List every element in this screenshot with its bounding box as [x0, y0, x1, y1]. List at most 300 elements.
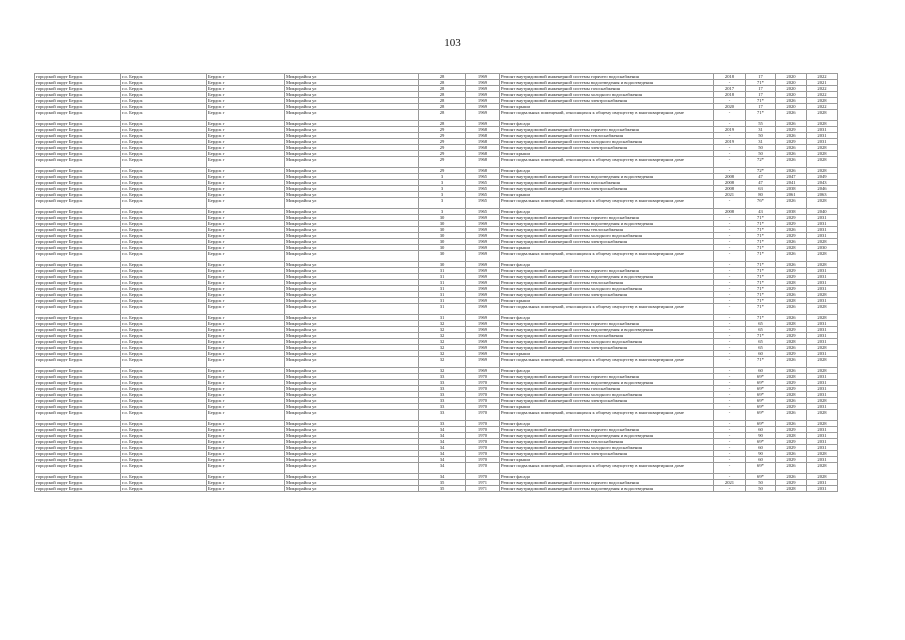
street-cell: Микрорайон ул	[285, 186, 419, 192]
municipality-cell: городской округ Бердск	[35, 168, 121, 174]
locality-cell: Бердск г	[207, 180, 285, 186]
wear-percent-cell: 60	[746, 427, 776, 433]
end-year-cell: 2021	[807, 80, 838, 86]
start-year-cell: 2026	[776, 368, 807, 374]
end-year-cell: 2028	[807, 98, 838, 104]
build-year-cell: 1969	[466, 86, 500, 92]
municipality-cell: городской округ Бердск	[35, 374, 121, 380]
build-year-cell: 1970	[466, 463, 500, 474]
repair-type-cell: Ремонт крыши	[500, 351, 714, 357]
end-year-cell: 2031	[807, 280, 838, 286]
end-year-cell: 2028	[807, 121, 838, 127]
last-repair-year-cell: -	[714, 145, 746, 151]
repair-type-cell: Ремонт внутридомовой инженерной системы горячего водоснабжения	[500, 374, 714, 380]
build-year-cell: 1965	[466, 186, 500, 192]
wear-percent-cell: 69*	[746, 463, 776, 474]
settlement-cell: г.о. Бердск	[121, 251, 207, 262]
locality-cell: Бердск г	[207, 262, 285, 268]
settlement-cell: г.о. Бердск	[121, 86, 207, 92]
end-year-cell: 2031	[807, 139, 838, 145]
street-cell: Микрорайон ул	[285, 245, 419, 251]
build-year-cell: 1969	[466, 245, 500, 251]
start-year-cell: 2029	[776, 427, 807, 433]
municipality-cell: городской округ Бердск	[35, 186, 121, 192]
settlement-cell: г.о. Бердск	[121, 433, 207, 439]
start-year-cell: 2029	[776, 221, 807, 227]
settlement-cell: г.о. Бердск	[121, 286, 207, 292]
table-row	[35, 463, 838, 474]
start-year-cell: 2020	[776, 86, 807, 92]
last-repair-year-cell: 2020	[714, 104, 746, 110]
locality-cell: Бердск г	[207, 139, 285, 145]
settlement-cell: г.о. Бердск	[121, 98, 207, 104]
start-year-cell: 2038	[776, 209, 807, 215]
settlement-cell: г.о. Бердск	[121, 274, 207, 280]
repair-type-cell: Ремонт внутридомовой инженерной системы водоотведения и водоотведения	[500, 221, 714, 227]
start-year-cell: 2028	[776, 298, 807, 304]
settlement-cell: г.о. Бердск	[121, 486, 207, 492]
street-cell: Микрорайон ул	[285, 427, 419, 433]
build-year-cell: 1969	[466, 368, 500, 374]
start-year-cell: 2029	[776, 139, 807, 145]
last-repair-year-cell: -	[714, 121, 746, 127]
build-year-cell: 1969	[466, 345, 500, 351]
wear-percent-cell: 31	[746, 127, 776, 133]
settlement-cell: г.о. Бердск	[121, 421, 207, 427]
settlement-cell: г.о. Бердск	[121, 392, 207, 398]
locality-cell: Бердск г	[207, 174, 285, 180]
settlement-cell: г.о. Бердск	[121, 380, 207, 386]
locality-cell: Бердск г	[207, 104, 285, 110]
municipality-cell: городской округ Бердск	[35, 351, 121, 357]
municipality-cell: городской округ Бердск	[35, 368, 121, 374]
wear-percent-cell: 69*	[746, 380, 776, 386]
wear-percent-cell: 71*	[746, 227, 776, 233]
repair-type-cell: Ремонт фасада	[500, 368, 714, 374]
locality-cell: Бердск г	[207, 209, 285, 215]
street-cell: Микрорайон ул	[285, 274, 419, 280]
wear-percent-cell: 31	[746, 139, 776, 145]
last-repair-year-cell: -	[714, 304, 746, 315]
municipality-cell: городской округ Бердск	[35, 327, 121, 333]
municipality-cell: городской округ Бердск	[35, 410, 121, 421]
wear-percent-cell: 80	[746, 192, 776, 198]
settlement-cell: г.о. Бердск	[121, 92, 207, 98]
house-number-cell: 28	[419, 98, 466, 104]
municipality-cell: городской округ Бердск	[35, 357, 121, 368]
repair-type-cell: Ремонт фасада	[500, 262, 714, 268]
municipality-cell: городской округ Бердск	[35, 463, 121, 474]
house-number-cell: 34	[419, 439, 466, 445]
street-cell: Микрорайон ул	[285, 157, 419, 168]
repair-type-cell: Ремонт подвальных помещений, относящихся к общему имуществу в многоквартирном доме	[500, 251, 714, 262]
settlement-cell: г.о. Бердск	[121, 198, 207, 209]
locality-cell: Бердск г	[207, 280, 285, 286]
repair-type-cell: Ремонт фасада	[500, 209, 714, 215]
build-year-cell: 1968	[466, 151, 500, 157]
repair-type-cell: Ремонт крыши	[500, 298, 714, 304]
municipality-cell: городской округ Бердск	[35, 174, 121, 180]
last-repair-year-cell: 2018	[714, 92, 746, 98]
end-year-cell: 2031	[807, 233, 838, 239]
wear-percent-cell: 71*	[746, 251, 776, 262]
municipality-cell: городской округ Бердск	[35, 421, 121, 427]
repair-type-cell: Ремонт внутридомовой инженерной системы холодного водоснабжения	[500, 445, 714, 451]
wear-percent-cell: 65	[746, 327, 776, 333]
settlement-cell: г.о. Бердск	[121, 186, 207, 192]
locality-cell: Бердск г	[207, 80, 285, 86]
end-year-cell: 2031	[807, 321, 838, 327]
start-year-cell: 2028	[776, 433, 807, 439]
municipality-cell: городской округ Бердск	[35, 80, 121, 86]
house-number-cell: 3	[419, 174, 466, 180]
wear-percent-cell: 60	[746, 445, 776, 451]
build-year-cell: 1969	[466, 227, 500, 233]
end-year-cell: 2031	[807, 286, 838, 292]
wear-percent-cell: 60	[746, 457, 776, 463]
street-cell: Микрорайон ул	[285, 262, 419, 268]
last-repair-year-cell: -	[714, 357, 746, 368]
street-cell: Микрорайон ул	[285, 280, 419, 286]
settlement-cell: г.о. Бердск	[121, 398, 207, 404]
repair-type-cell: Ремонт фасада	[500, 168, 714, 174]
settlement-cell: г.о. Бердск	[121, 151, 207, 157]
house-number-cell: 28	[419, 80, 466, 86]
end-year-cell: 2028	[807, 145, 838, 151]
settlement-cell: г.о. Бердск	[121, 209, 207, 215]
municipality-cell: городской округ Бердск	[35, 245, 121, 251]
street-cell: Микрорайон ул	[285, 192, 419, 198]
municipality-cell: городской округ Бердск	[35, 474, 121, 480]
last-repair-year-cell: 2021	[714, 480, 746, 486]
last-repair-year-cell: -	[714, 274, 746, 280]
house-number-cell: 30	[419, 239, 466, 245]
house-number-cell: 34	[419, 457, 466, 463]
repair-type-cell: Ремонт крыши	[500, 457, 714, 463]
settlement-cell: г.о. Бердск	[121, 104, 207, 110]
locality-cell: Бердск г	[207, 321, 285, 327]
locality-cell: Бердск г	[207, 133, 285, 139]
street-cell: Микрорайон ул	[285, 457, 419, 463]
repair-type-cell: Ремонт внутридомовой инженерной системы водоотведения и водоотведения	[500, 174, 714, 180]
wear-percent-cell: 69*	[746, 374, 776, 380]
house-number-cell: 33	[419, 380, 466, 386]
table-row	[35, 198, 838, 209]
table-row	[35, 110, 838, 121]
settlement-cell: г.о. Бердск	[121, 262, 207, 268]
last-repair-year-cell: -	[714, 457, 746, 463]
street-cell: Микрорайон ул	[285, 98, 419, 104]
repair-type-cell: Ремонт внутридомовой инженерной системы водоотведения и водоотведения	[500, 327, 714, 333]
locality-cell: Бердск г	[207, 233, 285, 239]
start-year-cell: 2026	[776, 292, 807, 298]
municipality-cell: городской округ Бердск	[35, 274, 121, 280]
wear-percent-cell: 69*	[746, 474, 776, 480]
municipality-cell: городской округ Бердск	[35, 339, 121, 345]
build-year-cell: 1970	[466, 451, 500, 457]
house-number-cell: 28	[419, 104, 466, 110]
end-year-cell: 2022	[807, 92, 838, 98]
wear-percent-cell: 71*	[746, 98, 776, 104]
settlement-cell: г.о. Бердск	[121, 121, 207, 127]
repair-type-cell: Ремонт внутридомовой инженерной системы газоснабжения	[500, 386, 714, 392]
settlement-cell: г.о. Бердск	[121, 439, 207, 445]
house-number-cell: 32	[419, 321, 466, 327]
start-year-cell: 2026	[776, 463, 807, 474]
wear-percent-cell: 71*	[746, 304, 776, 315]
wear-percent-cell: 71*	[746, 286, 776, 292]
last-repair-year-cell: -	[714, 380, 746, 386]
build-year-cell: 1968	[466, 139, 500, 145]
settlement-cell: г.о. Бердск	[121, 74, 207, 80]
house-number-cell: 35	[419, 486, 466, 492]
start-year-cell: 2029	[776, 127, 807, 133]
last-repair-year-cell: -	[714, 351, 746, 357]
last-repair-year-cell: -	[714, 345, 746, 351]
street-cell: Микрорайон ул	[285, 174, 419, 180]
end-year-cell: 2031	[807, 221, 838, 227]
street-cell: Микрорайон ул	[285, 480, 419, 486]
municipality-cell: городской округ Бердск	[35, 145, 121, 151]
repair-type-cell: Ремонт внутридомовой инженерной системы теплоснабжения	[500, 133, 714, 139]
end-year-cell: 2028	[807, 292, 838, 298]
build-year-cell: 1969	[466, 215, 500, 221]
repair-type-cell: Ремонт внутридомовой инженерной системы горячего водоснабжения	[500, 215, 714, 221]
repair-type-cell: Ремонт внутридомовой инженерной системы горячего водоснабжения	[500, 321, 714, 327]
end-year-cell: 2028	[807, 451, 838, 457]
start-year-cell: 2029	[776, 233, 807, 239]
municipality-cell: городской округ Бердск	[35, 233, 121, 239]
table-row	[35, 357, 838, 368]
settlement-cell: г.о. Бердск	[121, 368, 207, 374]
build-year-cell: 1970	[466, 392, 500, 398]
build-year-cell: 1970	[466, 427, 500, 433]
locality-cell: Бердск г	[207, 127, 285, 133]
start-year-cell: 2026	[776, 157, 807, 168]
municipality-cell: городской округ Бердск	[35, 298, 121, 304]
street-cell: Микрорайон ул	[285, 74, 419, 80]
municipality-cell: городской округ Бердск	[35, 227, 121, 233]
municipality-cell: городской округ Бердск	[35, 192, 121, 198]
last-repair-year-cell: -	[714, 451, 746, 457]
start-year-cell: 2026	[776, 345, 807, 351]
house-number-cell: 35	[419, 480, 466, 486]
build-year-cell: 1970	[466, 380, 500, 386]
end-year-cell: 2030	[807, 245, 838, 251]
municipality-cell: городской округ Бердск	[35, 398, 121, 404]
house-number-cell: 28	[419, 74, 466, 80]
wear-percent-cell: 55	[746, 121, 776, 127]
repair-type-cell: Ремонт фасада	[500, 421, 714, 427]
start-year-cell: 2026	[776, 474, 807, 480]
last-repair-year-cell: -	[714, 298, 746, 304]
end-year-cell: 2028	[807, 410, 838, 421]
end-year-cell: 2031	[807, 457, 838, 463]
start-year-cell: 2028	[776, 321, 807, 327]
build-year-cell: 1970	[466, 398, 500, 404]
start-year-cell: 2020	[776, 92, 807, 98]
locality-cell: Бердск г	[207, 292, 285, 298]
street-cell: Микрорайон ул	[285, 474, 419, 480]
start-year-cell: 2029	[776, 286, 807, 292]
end-year-cell: 2031	[807, 380, 838, 386]
municipality-cell: городской округ Бердск	[35, 286, 121, 292]
settlement-cell: г.о. Бердск	[121, 227, 207, 233]
start-year-cell: 2026	[776, 133, 807, 139]
end-year-cell: 2046	[807, 186, 838, 192]
settlement-cell: г.о. Бердск	[121, 457, 207, 463]
repair-type-cell: Ремонт крыши	[500, 151, 714, 157]
wear-percent-cell: 71*	[746, 221, 776, 227]
repair-type-cell: Ремонт внутридомовой инженерной системы холодного водоснабжения	[500, 286, 714, 292]
last-repair-year-cell: -	[714, 245, 746, 251]
settlement-cell: г.о. Бердск	[121, 410, 207, 421]
settlement-cell: г.о. Бердск	[121, 404, 207, 410]
start-year-cell: 2029	[776, 380, 807, 386]
build-year-cell: 1965	[466, 198, 500, 209]
locality-cell: Бердск г	[207, 398, 285, 404]
street-cell: Микрорайон ул	[285, 251, 419, 262]
last-repair-year-cell: -	[714, 98, 746, 104]
start-year-cell: 2026	[776, 410, 807, 421]
house-number-cell: 34	[419, 445, 466, 451]
repair-type-cell: Ремонт внутридомовой инженерной системы горячего водоснабжения	[500, 480, 714, 486]
repair-type-cell: Ремонт внутридомовой инженерной системы теплоснабжения	[500, 439, 714, 445]
last-repair-year-cell: -	[714, 410, 746, 421]
street-cell: Микрорайон ул	[285, 351, 419, 357]
municipality-cell: городской округ Бердск	[35, 304, 121, 315]
last-repair-year-cell: -	[714, 221, 746, 227]
last-repair-year-cell: 2008	[714, 180, 746, 186]
last-repair-year-cell: -	[714, 198, 746, 209]
locality-cell: Бердск г	[207, 298, 285, 304]
build-year-cell: 1965	[466, 192, 500, 198]
locality-cell: Бердск г	[207, 304, 285, 315]
municipality-cell: городской округ Бердск	[35, 74, 121, 80]
last-repair-year-cell: -	[714, 227, 746, 233]
wear-percent-cell: 71*	[746, 245, 776, 251]
municipality-cell: городской округ Бердск	[35, 92, 121, 98]
wear-percent-cell: 50	[746, 480, 776, 486]
repair-type-cell: Ремонт внутридомовой инженерной системы электроснабжения	[500, 98, 714, 104]
end-year-cell: 2031	[807, 480, 838, 486]
repair-type-cell: Ремонт внутридомовой инженерной системы газоснабжения	[500, 86, 714, 92]
house-number-cell: 3	[419, 192, 466, 198]
house-number-cell: 31	[419, 315, 466, 321]
build-year-cell: 1969	[466, 292, 500, 298]
start-year-cell: 2029	[776, 268, 807, 274]
repair-type-cell: Ремонт подвальных помещений, относящихся к общему имуществу в многоквартирном доме	[500, 304, 714, 315]
street-cell: Микрорайон ул	[285, 121, 419, 127]
repair-type-cell: Ремонт внутридомовой инженерной системы теплоснабжения	[500, 227, 714, 233]
street-cell: Микрорайон ул	[285, 151, 419, 157]
street-cell: Микрорайон ул	[285, 227, 419, 233]
table-row	[35, 251, 838, 262]
last-repair-year-cell: 2008	[714, 186, 746, 192]
settlement-cell: г.о. Бердск	[121, 221, 207, 227]
municipality-cell: городской округ Бердск	[35, 345, 121, 351]
start-year-cell: 2026	[776, 304, 807, 315]
municipality-cell: городской округ Бердск	[35, 139, 121, 145]
locality-cell: Бердск г	[207, 374, 285, 380]
repair-type-cell: Ремонт подвальных помещений, относящихся к общему имуществу в многоквартирном доме	[500, 157, 714, 168]
municipality-cell: городской округ Бердск	[35, 451, 121, 457]
settlement-cell: г.о. Бердск	[121, 474, 207, 480]
locality-cell: Бердск г	[207, 445, 285, 451]
build-year-cell: 1969	[466, 74, 500, 80]
end-year-cell: 2028	[807, 157, 838, 168]
wear-percent-cell: 65	[746, 321, 776, 327]
house-number-cell: 32	[419, 327, 466, 333]
start-year-cell: 2026	[776, 121, 807, 127]
locality-cell: Бердск г	[207, 121, 285, 127]
start-year-cell: 2029	[776, 457, 807, 463]
build-year-cell: 1971	[466, 480, 500, 486]
start-year-cell: 2026	[776, 198, 807, 209]
house-number-cell: 34	[419, 463, 466, 474]
locality-cell: Бердск г	[207, 239, 285, 245]
build-year-cell: 1968	[466, 133, 500, 139]
municipality-cell: городской округ Бердск	[35, 127, 121, 133]
wear-percent-cell: 72*	[746, 168, 776, 174]
municipality-cell: городской округ Бердск	[35, 486, 121, 492]
settlement-cell: г.о. Бердск	[121, 127, 207, 133]
wear-percent-cell: 71*	[746, 268, 776, 274]
locality-cell: Бердск г	[207, 192, 285, 198]
last-repair-year-cell: -	[714, 80, 746, 86]
end-year-cell: 2028	[807, 315, 838, 321]
end-year-cell: 2031	[807, 339, 838, 345]
build-year-cell: 1965	[466, 180, 500, 186]
end-year-cell: 2031	[807, 327, 838, 333]
start-year-cell: 2047	[776, 174, 807, 180]
house-number-cell: 32	[419, 357, 466, 368]
wear-percent-cell: 17	[746, 92, 776, 98]
locality-cell: Бердск г	[207, 368, 285, 374]
locality-cell: Бердск г	[207, 404, 285, 410]
end-year-cell: 2028	[807, 345, 838, 351]
wear-percent-cell: 71*	[746, 298, 776, 304]
start-year-cell: 2026	[776, 227, 807, 233]
house-number-cell: 29	[419, 139, 466, 145]
locality-cell: Бердск г	[207, 351, 285, 357]
house-number-cell: 29	[419, 127, 466, 133]
municipality-cell: городской округ Бердск	[35, 433, 121, 439]
wear-percent-cell: 17	[746, 74, 776, 80]
street-cell: Микрорайон ул	[285, 110, 419, 121]
house-number-cell: 32	[419, 333, 466, 339]
wear-percent-cell: 60	[746, 368, 776, 374]
municipality-cell: городской округ Бердск	[35, 86, 121, 92]
last-repair-year-cell: 2008	[714, 174, 746, 180]
repair-type-cell: Ремонт внутридомовой инженерной системы холодного водоснабжения	[500, 339, 714, 345]
last-repair-year-cell: -	[714, 215, 746, 221]
locality-cell: Бердск г	[207, 145, 285, 151]
settlement-cell: г.о. Бердск	[121, 215, 207, 221]
municipality-cell: городской округ Бердск	[35, 151, 121, 157]
locality-cell: Бердск г	[207, 410, 285, 421]
locality-cell: Бердск г	[207, 168, 285, 174]
last-repair-year-cell: -	[714, 151, 746, 157]
build-year-cell: 1968	[466, 168, 500, 174]
municipality-cell: городской округ Бердск	[35, 110, 121, 121]
locality-cell: Бердск г	[207, 274, 285, 280]
locality-cell: Бердск г	[207, 386, 285, 392]
repair-type-cell: Ремонт внутридомовой инженерной системы водоотведения и водоотведения	[500, 433, 714, 439]
last-repair-year-cell: -	[714, 404, 746, 410]
build-year-cell: 1969	[466, 321, 500, 327]
wear-percent-cell: 72*	[746, 157, 776, 168]
